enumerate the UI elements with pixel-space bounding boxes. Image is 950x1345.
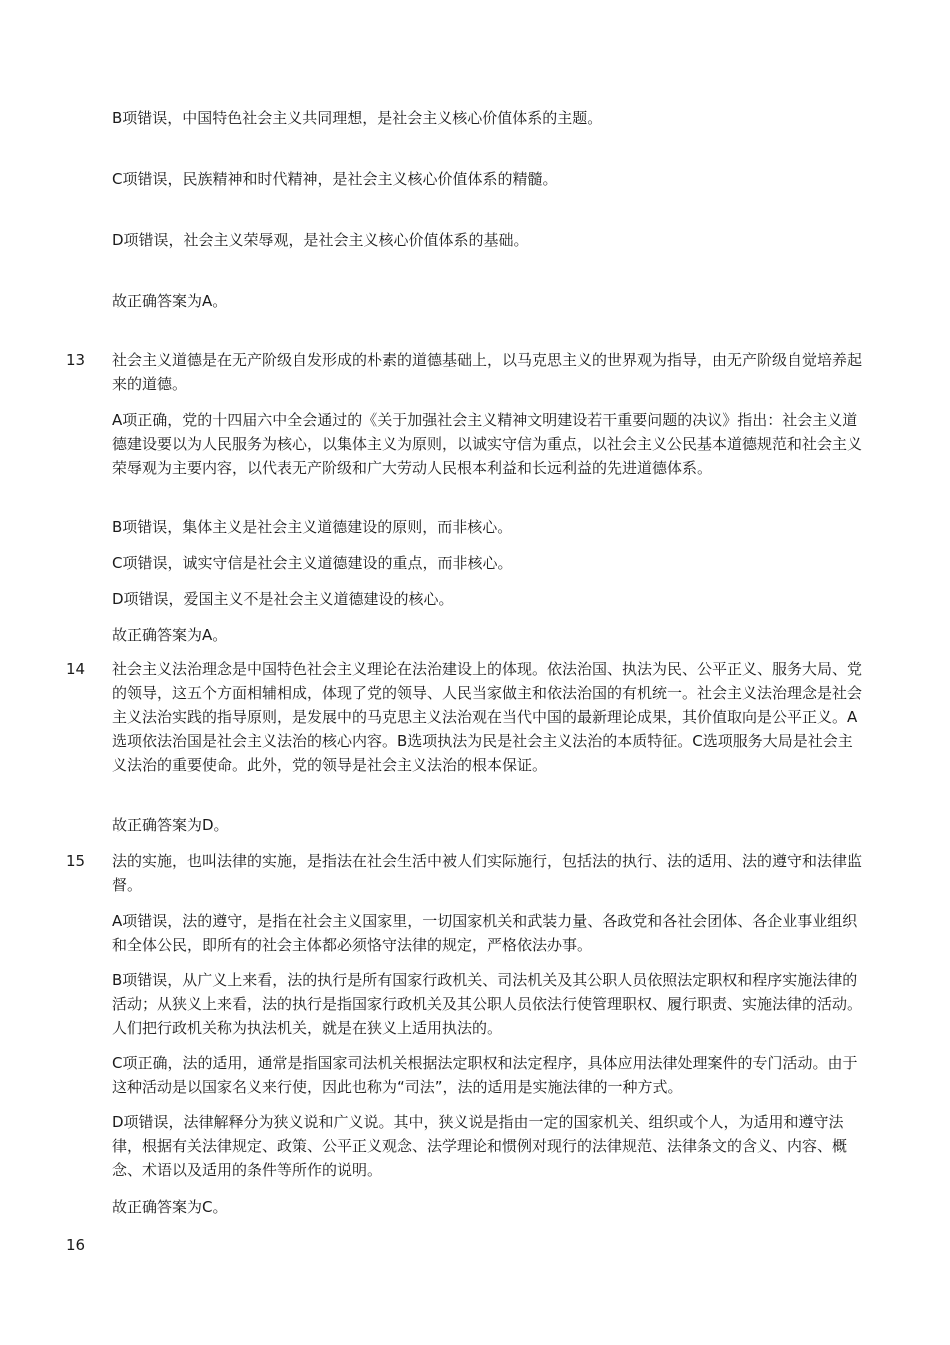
question-13-option-c: C项错误，诚实守信是社会主义道德建设的重点，而非核心。 (112, 554, 513, 572)
question-13-option-d: D项错误，爱国主义不是社会主义道德建设的核心。 (112, 590, 454, 608)
question-15-stem: 法的实施，也叫法律的实施，是指法在社会生活中被人们实际施行，包括法的执行、法的适用、法的遵守和法律监督。 (112, 852, 863, 894)
question-13-option-b: B项错误，集体主义是社会主义道德建设的原则，而非核心。 (112, 518, 513, 536)
question-15-option-b: B项错误，从广义上来看，法的执行是所有国家行政机关、司法机关及其公职人员依照法定职权和程序实施法律的活动；从狭义上来看，法的执行是指国家行政机关及其公职人员依法行使管理职权、履行职责、实施法律的活动。人们把行政机关称为执法机关，就是在狭义上适用执法的。 (112, 971, 863, 1037)
question-15-option-d: D项错误，法律解释分为狭义说和广义说。其中，狭义说是指由一定的国家机关、组织或个人，为适用和遵守法律，根据有关法律规定、政策、公平正义观念、法学理论和惯例对现行的法律规范、法律条文的含义、内容、概念、术语以及适用的条件等所作的说明。 (112, 1113, 848, 1179)
prev-option-c: C项错误，民族精神和时代精神，是社会主义核心价值体系的精髓。 (112, 170, 558, 188)
prev-answer: 故正确答案为A。 (112, 292, 228, 310)
question-14-answer: 故正确答案为D。 (112, 816, 229, 834)
question-15-answer: 故正确答案为C。 (112, 1198, 228, 1216)
question-15-option-a: A项错误，法的遵守，是指在社会主义国家里，一切国家机关和武装力量、各政党和各社会团体、各企业事业组织和全体公民，即所有的社会主体都必须恪守法律的规定，严格依法办事。 (112, 912, 858, 954)
question-13-stem: 社会主义道德是在无产阶级自发形成的朴素的道德基础上，以马克思主义的世界观为指导，由无产阶级自觉培养起来的道德。 (112, 351, 863, 393)
question-15-option-c: C项正确，法的适用，通常是指国家司法机关根据法定职权和法定程序，具体应用法律处理案件的专门活动。由于这种活动是以国家名义来行使，因此也称为“司法”，法的适用是实施法律的一种方式。 (112, 1054, 858, 1096)
prev-option-b: B项错误，中国特色社会主义共同理想，是社会主义核心价值体系的主题。 (112, 109, 603, 127)
question-13-answer: 故正确答案为A。 (112, 626, 228, 644)
question-14-number: 14 (66, 660, 86, 678)
prev-option-d: D项错误，社会主义荣辱观，是社会主义核心价值体系的基础。 (112, 231, 529, 249)
question-14-stem: 社会主义法治理念是中国特色社会主义理论在法治建设上的体现。依法治国、执法为民、公平正义、服务大局、党的领导，这五个方面相辅相成，体现了党的领导、人民当家做主和依法治国的有机统一。社会主义法治理念是社会主义法治实践的指导原则，是发展中的马克思主义法治观在当代中国的最新理论成果，其价值取向是公平正义。A选项依法治国是社会主义法治的核心内容。B选项执法为民是社会主义法治的本质特征。C选项服务大局是社会主义法治的重要使命。此外，党的领导是社会主义法治的根本保证。 (112, 660, 863, 774)
question-15-number: 15 (66, 852, 86, 870)
question-13-number: 13 (66, 351, 86, 369)
question-13-option-a: A项正确，党的十四届六中全会通过的《关于加强社会主义精神文明建设若干重要问题的决议》指出：社会主义道德建设要以为人民服务为核心，以集体主义为原则，以诚实守信为重点，以社会主义公民基本道德规范和社会主义荣辱观为主要内容，以代表无产阶级和广大劳动人民根本利益和长远利益的先进道德体系。 (112, 411, 863, 477)
question-16-number: 16 (66, 1236, 86, 1254)
